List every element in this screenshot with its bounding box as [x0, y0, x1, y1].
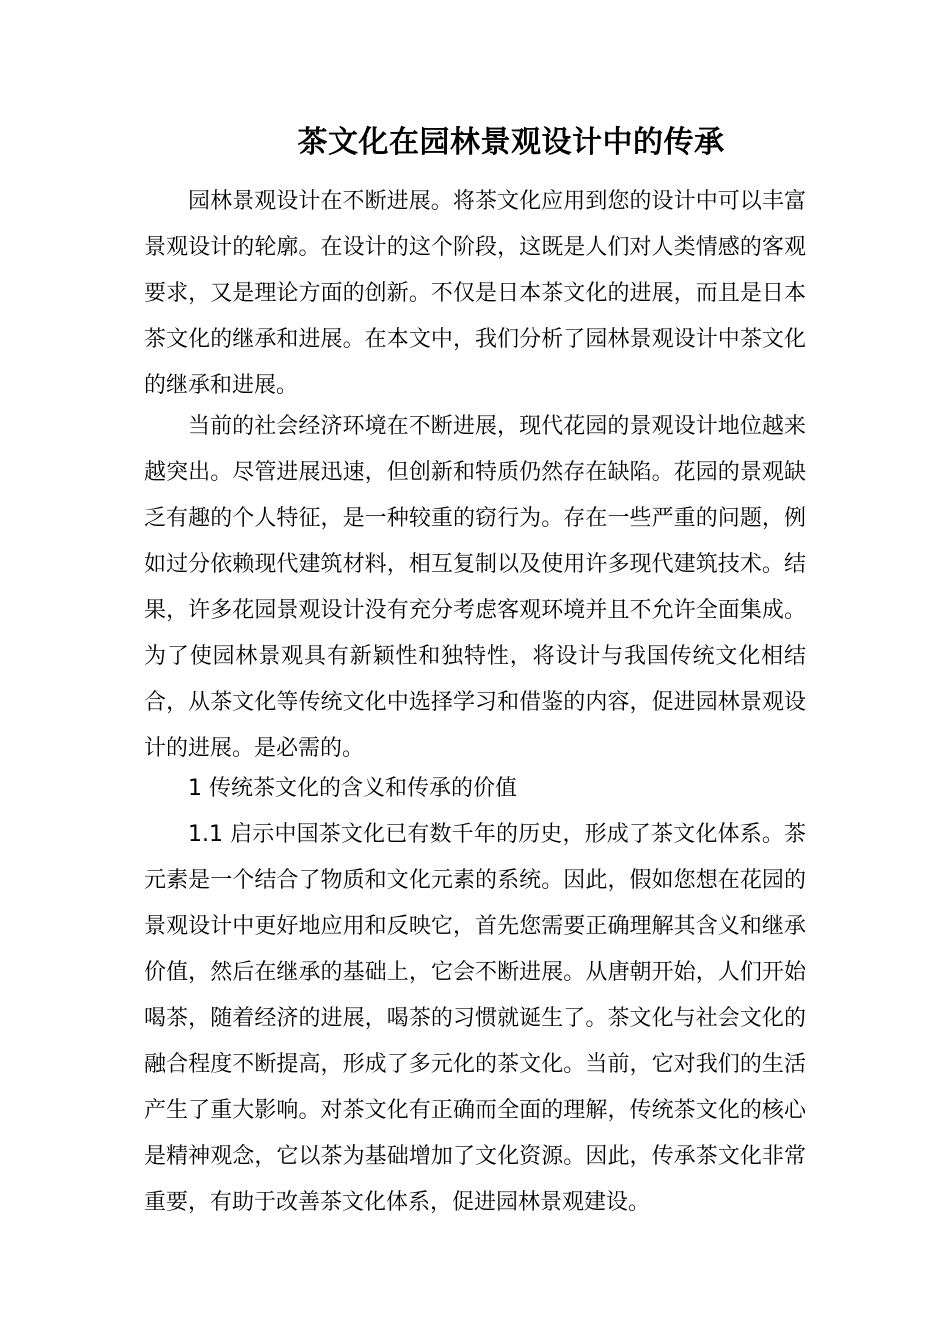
body-paragraph-background: 当前的社会经济环境在不断进展，现代花园的景观设计地位越来越突出。尽管进展迅速，但创新和特质仍然存在缺陷。花园的景观缺乏有趣的个人特征，是一种较重的窃行为。存在一些严重的问题，例如过分依赖现代建筑材料，相互复制以及使用许多现代建筑技术。结果，许多花园景观设计没有充分考虑客观环境并且不允许全面集成。为了使园林景观具有新颖性和独特性，将设计与我国传统文化相结合，从茶文化等传统文化中选择学习和借鉴的内容，促进园林景观设计的进展。是必需的。	[144, 414, 806, 761]
section-heading: 1 传统茶文化的含义和传承的价值	[188, 776, 517, 801]
section-paragraph: 1.1 启示中国茶文化已有数千年的历史，形成了茶文化体系。茶元素是一个结合了物质和文化元素的系统。因此，假如您想在花园的景观设计中更好地应用和反映它，首先您需要正确理解其含义和继承价值，然后在继承的基础上，它会不断进展。从唐朝开始，人们开始喝茶，随着经济的进展，喝茶的习惯就诞生了。茶文化与社会文化的融合程度不断提高，形成了多元化的茶文化。当前，它对我们的生活产生了重大影响。对茶文化有正确而全面的理解，传统茶文化的核心是精神观念，它以茶为基础增加了文化资源。因此，传承茶文化非常重要，有助于改善茶文化体系，促进园林景观建设。	[144, 822, 806, 1215]
document-title: 茶文化在园林景观设计中的传承	[297, 125, 725, 160]
body-paragraph-intro: 园林景观设计在不断进展。将茶文化应用到您的设计中可以丰富景观设计的轮廓。在设计的这个阶段，这既是人们对人类情感的客观要求，又是理论方面的创新。不仅是日本茶文化的进展，而且是日本茶文化的继承和进展。在本文中，我们分析了园林景观设计中茶文化的继承和进展。	[144, 189, 806, 398]
